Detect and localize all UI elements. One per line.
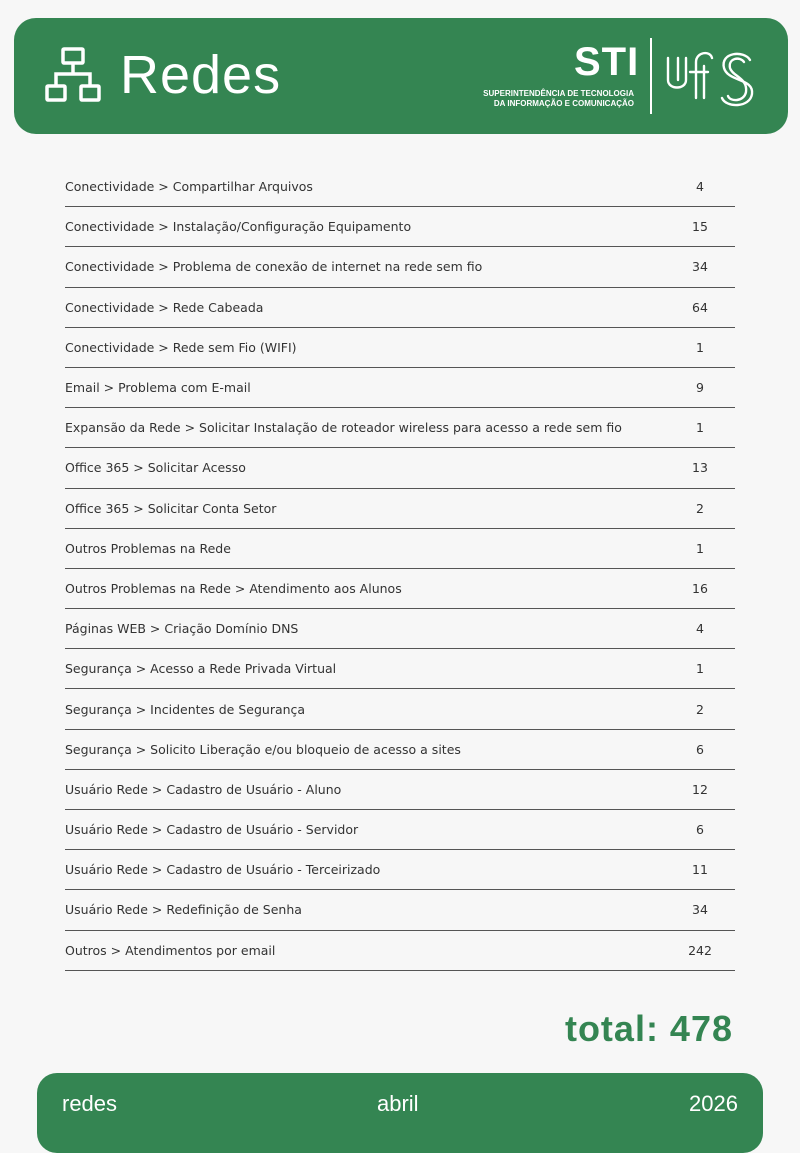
table-row	[65, 810, 735, 850]
table-row	[65, 528, 735, 568]
row-label: Conectividade > Instalação/Configuração Equipamento	[65, 207, 665, 247]
table-row	[65, 408, 735, 448]
row-label: Outros > Atendimentos por email	[65, 930, 665, 970]
table-row	[65, 247, 735, 287]
table-row	[65, 367, 735, 407]
sti-subtitle	[434, 89, 634, 109]
table-row	[65, 167, 735, 207]
row-count: 4	[665, 609, 735, 649]
sti-logo: STI	[574, 40, 640, 84]
footer-bar	[37, 1073, 763, 1153]
row-label: Segurança > Acesso a Rede Privada Virtual	[65, 649, 665, 689]
table-row	[65, 327, 735, 367]
table-row	[65, 568, 735, 608]
row-label: Usuário Rede > Redefinição de Senha	[65, 890, 665, 930]
row-count: 1	[665, 408, 735, 448]
table-row	[65, 850, 735, 890]
row-count: 1	[665, 649, 735, 689]
table-row	[65, 890, 735, 930]
row-count: 4	[665, 167, 735, 207]
row-label: Segurança > Solicito Liberação e/ou bloqueio de acesso a sites	[65, 729, 665, 769]
row-count: 34	[665, 247, 735, 287]
row-label: Outros Problemas na Rede	[65, 528, 665, 568]
footer-month: abril	[377, 1091, 419, 1116]
row-label: Usuário Rede > Cadastro de Usuário - Aluno	[65, 769, 665, 809]
row-count: 6	[665, 729, 735, 769]
row-count: 2	[665, 488, 735, 528]
total-value: total: 478	[564, 1008, 733, 1049]
table-row	[65, 649, 735, 689]
row-count: 15	[665, 207, 735, 247]
table-row	[65, 930, 735, 970]
row-label: Expansão da Rede > Solicitar Instalação de roteador wireless para acesso a rede sem fio	[65, 408, 665, 448]
row-count: 1	[665, 528, 735, 568]
row-label: Conectividade > Rede Cabeada	[65, 287, 665, 327]
row-label: Outros Problemas na Rede > Atendimento aos Alunos	[65, 568, 665, 608]
ufs-logo	[664, 38, 760, 118]
network-icon	[44, 46, 102, 106]
footer-category: redes	[62, 1091, 118, 1116]
row-label: Páginas WEB > Criação Domínio DNS	[65, 609, 665, 649]
header-banner	[14, 18, 788, 134]
table-row	[65, 488, 735, 528]
table-row	[65, 287, 735, 327]
row-count: 16	[665, 568, 735, 608]
sti-subtitle-line1: SUPERINTENDÊNCIA DE TECNOLOGIA	[483, 89, 634, 98]
row-label: Conectividade > Problema de conexão de internet na rede sem fio	[65, 247, 665, 287]
row-label: Conectividade > Rede sem Fio (WIFI)	[65, 327, 665, 367]
requests-table	[65, 167, 735, 971]
row-count: 64	[665, 287, 735, 327]
row-count: 242	[665, 930, 735, 970]
row-count: 1	[665, 327, 735, 367]
row-count: 9	[665, 367, 735, 407]
page-title: Redes	[120, 45, 282, 105]
footer-year: 2026	[689, 1091, 738, 1116]
row-count: 11	[665, 850, 735, 890]
row-label: Usuário Rede > Cadastro de Usuário - Servidor	[65, 810, 665, 850]
table-row	[65, 729, 735, 769]
row-label: Segurança > Incidentes de Segurança	[65, 689, 665, 729]
sti-subtitle-line2: DA INFORMAÇÃO E COMUNICAÇÃO	[493, 99, 634, 108]
table-row	[65, 448, 735, 488]
row-label: Usuário Rede > Cadastro de Usuário - Terceirizado	[65, 850, 665, 890]
row-count: 13	[665, 448, 735, 488]
row-label: Office 365 > Solicitar Acesso	[65, 448, 665, 488]
row-label: Conectividade > Compartilhar Arquivos	[65, 167, 665, 207]
row-count: 34	[665, 890, 735, 930]
logo-divider	[650, 38, 652, 114]
row-count: 6	[665, 810, 735, 850]
table-row	[65, 689, 735, 729]
row-count: 2	[665, 689, 735, 729]
row-label: Email > Problema com E-mail	[65, 367, 665, 407]
row-label: Office 365 > Solicitar Conta Setor	[65, 488, 665, 528]
table-row	[65, 769, 735, 809]
table-row	[65, 609, 735, 649]
table-row	[65, 207, 735, 247]
row-count: 12	[665, 769, 735, 809]
